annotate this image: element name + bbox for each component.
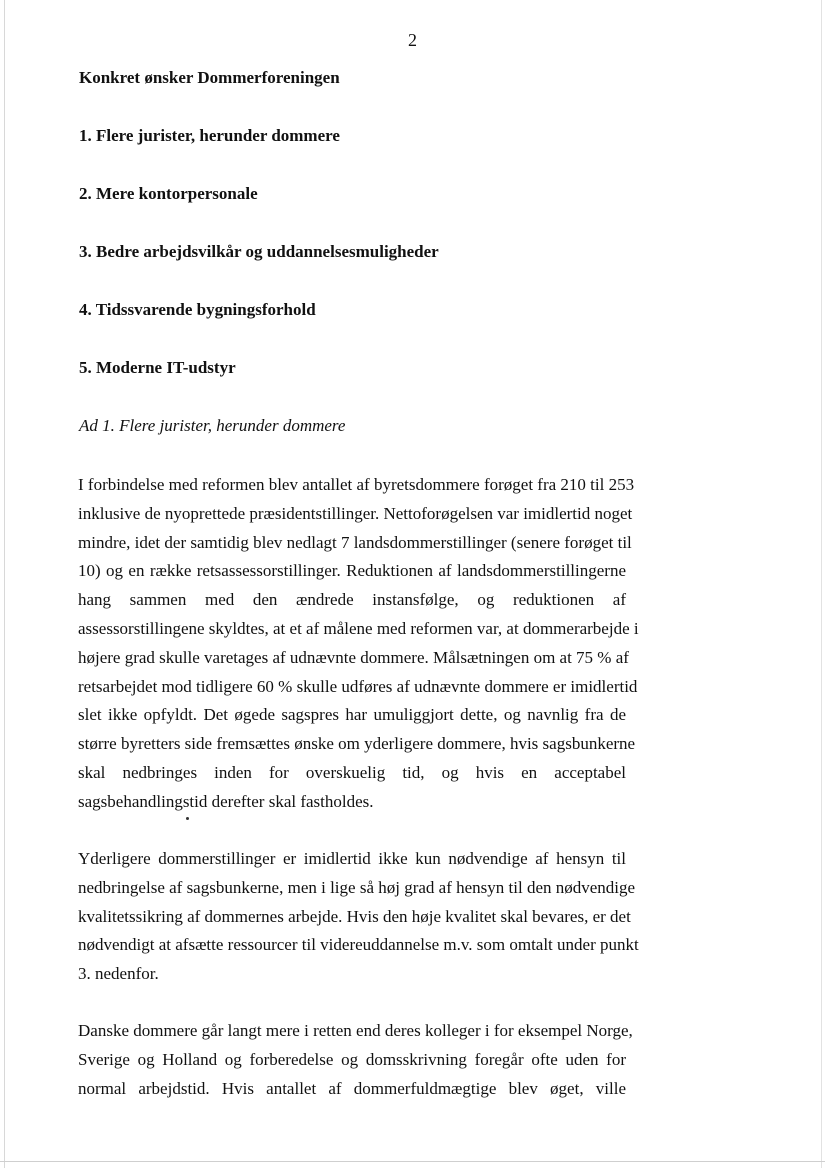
- paragraph-line: mindre, idet der samtidig blev nedlagt 7 landsdommerstillinger (senere forøget til: [78, 532, 632, 552]
- paragraph-line: I forbindelse med reformen blev antallet af byretsdommere forøget fra 210 til 253: [78, 475, 635, 494]
- paragraph-line: højere grad skulle varetages af udnævnte dommere. Målsætningen om at 75 % af: [78, 647, 629, 667]
- paragraph-line: Yderligere dommerstillinger er imidlertid ikke kun nødvendige af hensyn til: [78, 849, 626, 868]
- paragraph-line: Sverige og Holland og forberedelse og domsskrivning foregår ofte uden for: [78, 1049, 626, 1069]
- section-heading: Ad 1. Flere jurister, herunder dommere: [79, 416, 346, 435]
- paragraph-line: normal arbejdstid. Hvis antallet af dommerfuldmægtige blev øget, ville: [78, 1078, 626, 1098]
- paragraph-line: 3. nedenfor.: [78, 964, 159, 984]
- list-item-4: 4. Tidssvarende bygningsforhold: [79, 300, 316, 319]
- list-item-5: 5. Moderne IT-udstyr: [79, 358, 236, 377]
- paragraph-line: sagsbehandlingstid derefter skal fastholdes.: [78, 791, 374, 811]
- scan-edge-right: [821, 0, 822, 1168]
- paragraph-line: slet ikke opfyldt. Det øgede sagspres har umuliggjort dette, og navnlig fra de: [78, 705, 626, 725]
- paragraph-2: [78, 845, 639, 989]
- paragraph-line: skal nedbringes inden for overskuelig tid, og hvis en acceptabel: [78, 762, 626, 782]
- paragraph-line: inklusive de nyoprettede præsidentstillinger. Nettoforøgelsen var imidlertid noget: [78, 503, 633, 523]
- paragraph-line: nedbringelse af sagsbunkerne, men i lige så høj grad af hensyn til den nødvendige: [78, 877, 636, 897]
- paragraph-line: hang sammen med den ændrede instansfølge, og reduktionen af: [78, 590, 626, 610]
- paragraph-line: Danske dommere går langt mere i retten end deres kolleger i for eksempel Norge,: [78, 1021, 633, 1040]
- list-item-1: 1. Flere jurister, herunder dommere: [79, 126, 340, 145]
- paragraph-line: større byretters side fremsættes ønske om yderligere dommere, hvis sagsbunkerne: [78, 734, 636, 754]
- paragraph-3: [78, 1017, 633, 1103]
- paragraph-line: retsarbejdet mod tidligere 60 % skulle udføres af udnævnte dommere er imidlertid: [78, 676, 638, 696]
- paragraph-line: nødvendigt at afsætte ressourcer til videreuddannelse m.v. som omtalt under punkt: [78, 935, 639, 955]
- paragraph-1: [78, 471, 639, 817]
- scan-speck: [186, 817, 189, 820]
- main-heading: Konkret ønsker Dommerforeningen: [79, 68, 340, 87]
- scan-edge-left: [4, 0, 5, 1168]
- list-item-2: 2. Mere kontorpersonale: [79, 184, 258, 203]
- page-number: 2: [408, 30, 417, 50]
- paragraph-line: 10) og en række retsassessorstillinger. Reduktionen af landsdommerstillingerne: [78, 561, 626, 581]
- paragraph-line: kvalitetssikring af dommernes arbejde. Hvis den høje kvalitet skal bevares, er det: [78, 906, 631, 926]
- paragraph-line: assessorstillingene skyldtes, at et af målene med reformen var, at dommerarbejde i: [78, 618, 639, 638]
- scan-edge-bottom: [0, 1161, 825, 1162]
- list-item-3: 3. Bedre arbejdsvilkår og uddannelsesmuligheder: [79, 242, 439, 261]
